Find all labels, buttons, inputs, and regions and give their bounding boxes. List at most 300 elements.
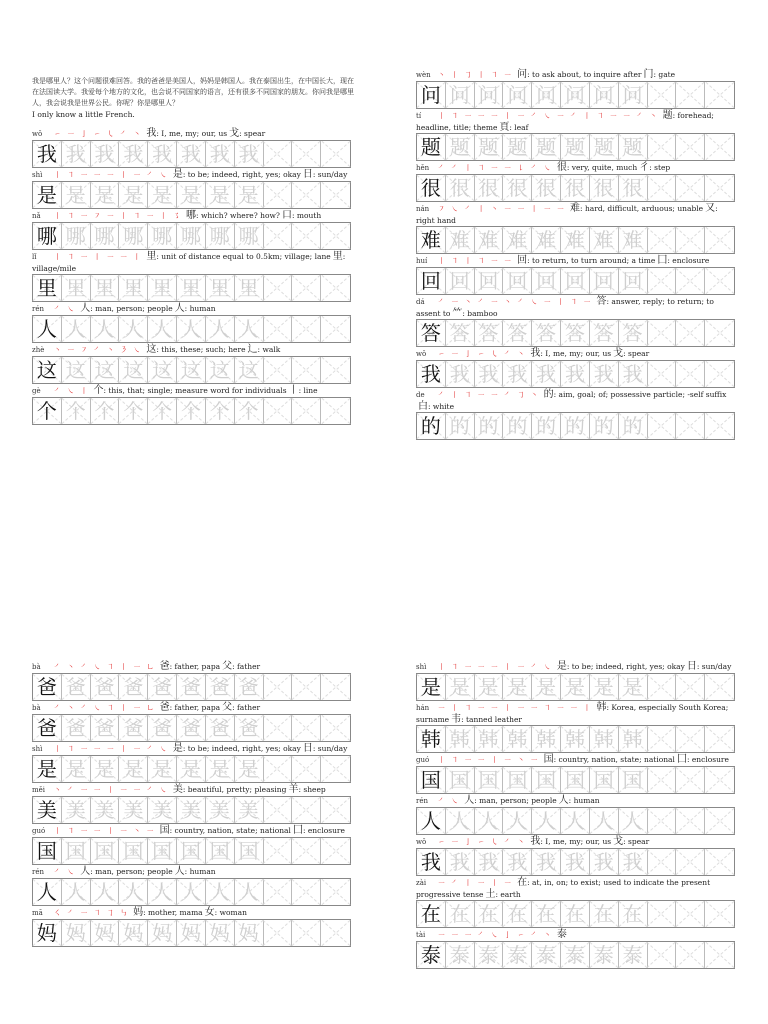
practice-cell[interactable] bbox=[619, 901, 648, 927]
practice-cell[interactable] bbox=[446, 134, 475, 160]
model-character-cell[interactable] bbox=[33, 797, 62, 823]
practice-cell[interactable] bbox=[292, 920, 321, 946]
practice-cell[interactable] bbox=[62, 838, 91, 864]
practice-cell[interactable] bbox=[119, 715, 148, 741]
practice-cell[interactable] bbox=[619, 227, 648, 253]
practice-cell[interactable] bbox=[321, 879, 350, 905]
practice-cell[interactable] bbox=[590, 268, 619, 294]
practice-cell[interactable] bbox=[264, 797, 293, 823]
practice-cell[interactable] bbox=[91, 141, 120, 167]
practice-cell[interactable] bbox=[177, 879, 206, 905]
practice-cell[interactable] bbox=[705, 726, 734, 752]
practice-cell[interactable] bbox=[119, 398, 148, 424]
practice-cell[interactable] bbox=[676, 361, 705, 387]
practice-cell[interactable] bbox=[619, 268, 648, 294]
practice-cell[interactable] bbox=[561, 134, 590, 160]
practice-cell[interactable] bbox=[177, 838, 206, 864]
practice-cell[interactable] bbox=[475, 942, 504, 968]
practice-cell[interactable] bbox=[264, 316, 293, 342]
practice-cell[interactable] bbox=[676, 901, 705, 927]
practice-cell[interactable] bbox=[503, 175, 532, 201]
practice-cell[interactable] bbox=[292, 316, 321, 342]
practice-cell[interactable] bbox=[446, 767, 475, 793]
practice-cell[interactable] bbox=[235, 674, 264, 700]
practice-cell[interactable] bbox=[235, 920, 264, 946]
practice-cell[interactable] bbox=[561, 808, 590, 834]
practice-cell[interactable] bbox=[119, 838, 148, 864]
practice-cell[interactable] bbox=[91, 879, 120, 905]
practice-cell[interactable] bbox=[235, 838, 264, 864]
model-character-cell[interactable] bbox=[33, 141, 62, 167]
practice-cell[interactable] bbox=[148, 357, 177, 383]
model-character-cell[interactable] bbox=[33, 398, 62, 424]
practice-cell[interactable] bbox=[235, 223, 264, 249]
practice-cell[interactable] bbox=[648, 901, 677, 927]
practice-cell[interactable] bbox=[206, 223, 235, 249]
practice-cell[interactable] bbox=[705, 361, 734, 387]
practice-cell[interactable] bbox=[148, 141, 177, 167]
practice-cell[interactable] bbox=[446, 942, 475, 968]
practice-cell[interactable] bbox=[148, 223, 177, 249]
practice-cell[interactable] bbox=[62, 879, 91, 905]
practice-cell[interactable] bbox=[648, 227, 677, 253]
practice-cell[interactable] bbox=[446, 674, 475, 700]
practice-cell[interactable] bbox=[119, 223, 148, 249]
practice-cell[interactable] bbox=[705, 413, 734, 439]
practice-cell[interactable] bbox=[705, 767, 734, 793]
practice-cell[interactable] bbox=[292, 182, 321, 208]
practice-cell[interactable] bbox=[676, 82, 705, 108]
practice-cell[interactable] bbox=[321, 797, 350, 823]
practice-cell[interactable] bbox=[475, 134, 504, 160]
practice-cell[interactable] bbox=[648, 320, 677, 346]
practice-cell[interactable] bbox=[264, 838, 293, 864]
practice-cell[interactable] bbox=[590, 674, 619, 700]
practice-cell[interactable] bbox=[705, 268, 734, 294]
practice-cell[interactable] bbox=[321, 756, 350, 782]
practice-cell[interactable] bbox=[532, 726, 561, 752]
practice-cell[interactable] bbox=[148, 920, 177, 946]
model-character-cell[interactable] bbox=[33, 316, 62, 342]
practice-cell[interactable] bbox=[235, 357, 264, 383]
practice-cell[interactable] bbox=[235, 398, 264, 424]
practice-cell[interactable] bbox=[590, 808, 619, 834]
practice-cell[interactable] bbox=[475, 808, 504, 834]
model-character-cell[interactable] bbox=[417, 227, 446, 253]
practice-cell[interactable] bbox=[264, 674, 293, 700]
practice-cell[interactable] bbox=[532, 413, 561, 439]
practice-cell[interactable] bbox=[532, 227, 561, 253]
practice-cell[interactable] bbox=[475, 901, 504, 927]
practice-cell[interactable] bbox=[62, 141, 91, 167]
practice-cell[interactable] bbox=[206, 275, 235, 301]
model-character-cell[interactable] bbox=[417, 808, 446, 834]
practice-cell[interactable] bbox=[91, 275, 120, 301]
practice-cell[interactable] bbox=[648, 134, 677, 160]
practice-cell[interactable] bbox=[206, 182, 235, 208]
practice-cell[interactable] bbox=[503, 227, 532, 253]
practice-cell[interactable] bbox=[676, 175, 705, 201]
practice-cell[interactable] bbox=[561, 320, 590, 346]
practice-cell[interactable] bbox=[91, 398, 120, 424]
practice-cell[interactable] bbox=[292, 275, 321, 301]
practice-cell[interactable] bbox=[503, 82, 532, 108]
practice-cell[interactable] bbox=[292, 715, 321, 741]
model-character-cell[interactable] bbox=[417, 175, 446, 201]
practice-cell[interactable] bbox=[705, 227, 734, 253]
practice-cell[interactable] bbox=[619, 320, 648, 346]
model-character-cell[interactable] bbox=[417, 361, 446, 387]
practice-cell[interactable] bbox=[676, 674, 705, 700]
practice-cell[interactable] bbox=[235, 797, 264, 823]
practice-cell[interactable] bbox=[590, 901, 619, 927]
practice-cell[interactable] bbox=[648, 942, 677, 968]
practice-cell[interactable] bbox=[561, 413, 590, 439]
practice-cell[interactable] bbox=[91, 316, 120, 342]
practice-cell[interactable] bbox=[235, 141, 264, 167]
model-character-cell[interactable] bbox=[33, 223, 62, 249]
practice-cell[interactable] bbox=[292, 674, 321, 700]
practice-cell[interactable] bbox=[561, 82, 590, 108]
practice-cell[interactable] bbox=[177, 920, 206, 946]
model-character-cell[interactable] bbox=[417, 767, 446, 793]
practice-cell[interactable] bbox=[177, 357, 206, 383]
practice-cell[interactable] bbox=[446, 849, 475, 875]
practice-cell[interactable] bbox=[648, 726, 677, 752]
practice-cell[interactable] bbox=[264, 715, 293, 741]
practice-cell[interactable] bbox=[148, 879, 177, 905]
practice-cell[interactable] bbox=[503, 726, 532, 752]
practice-cell[interactable] bbox=[619, 82, 648, 108]
practice-cell[interactable] bbox=[561, 268, 590, 294]
practice-cell[interactable] bbox=[590, 413, 619, 439]
practice-cell[interactable] bbox=[648, 413, 677, 439]
practice-cell[interactable] bbox=[619, 134, 648, 160]
practice-cell[interactable] bbox=[705, 674, 734, 700]
practice-cell[interactable] bbox=[206, 715, 235, 741]
practice-cell[interactable] bbox=[590, 849, 619, 875]
practice-cell[interactable] bbox=[648, 268, 677, 294]
practice-cell[interactable] bbox=[264, 141, 293, 167]
practice-cell[interactable] bbox=[235, 316, 264, 342]
practice-cell[interactable] bbox=[292, 879, 321, 905]
practice-cell[interactable] bbox=[235, 715, 264, 741]
model-character-cell[interactable] bbox=[417, 942, 446, 968]
practice-cell[interactable] bbox=[119, 920, 148, 946]
practice-cell[interactable] bbox=[177, 674, 206, 700]
practice-cell[interactable] bbox=[619, 808, 648, 834]
practice-cell[interactable] bbox=[264, 920, 293, 946]
practice-cell[interactable] bbox=[62, 223, 91, 249]
practice-cell[interactable] bbox=[446, 808, 475, 834]
practice-cell[interactable] bbox=[590, 227, 619, 253]
practice-cell[interactable] bbox=[206, 756, 235, 782]
practice-cell[interactable] bbox=[503, 320, 532, 346]
practice-cell[interactable] bbox=[532, 808, 561, 834]
model-character-cell[interactable] bbox=[33, 182, 62, 208]
practice-cell[interactable] bbox=[206, 141, 235, 167]
practice-cell[interactable] bbox=[148, 797, 177, 823]
practice-cell[interactable] bbox=[62, 357, 91, 383]
practice-cell[interactable] bbox=[62, 797, 91, 823]
practice-cell[interactable] bbox=[619, 849, 648, 875]
practice-cell[interactable] bbox=[292, 223, 321, 249]
practice-cell[interactable] bbox=[292, 141, 321, 167]
practice-cell[interactable] bbox=[475, 320, 504, 346]
practice-cell[interactable] bbox=[321, 316, 350, 342]
practice-cell[interactable] bbox=[561, 175, 590, 201]
model-character-cell[interactable] bbox=[33, 756, 62, 782]
practice-cell[interactable] bbox=[62, 715, 91, 741]
practice-cell[interactable] bbox=[119, 275, 148, 301]
practice-cell[interactable] bbox=[62, 182, 91, 208]
practice-cell[interactable] bbox=[532, 268, 561, 294]
practice-cell[interactable] bbox=[503, 849, 532, 875]
practice-cell[interactable] bbox=[264, 357, 293, 383]
practice-cell[interactable] bbox=[676, 134, 705, 160]
practice-cell[interactable] bbox=[206, 674, 235, 700]
practice-cell[interactable] bbox=[532, 901, 561, 927]
model-character-cell[interactable] bbox=[33, 879, 62, 905]
practice-cell[interactable] bbox=[648, 674, 677, 700]
practice-cell[interactable] bbox=[91, 838, 120, 864]
practice-cell[interactable] bbox=[321, 357, 350, 383]
practice-cell[interactable] bbox=[532, 942, 561, 968]
practice-cell[interactable] bbox=[292, 838, 321, 864]
practice-cell[interactable] bbox=[590, 175, 619, 201]
practice-cell[interactable] bbox=[321, 674, 350, 700]
practice-cell[interactable] bbox=[235, 756, 264, 782]
practice-cell[interactable] bbox=[446, 268, 475, 294]
practice-cell[interactable] bbox=[475, 175, 504, 201]
practice-cell[interactable] bbox=[561, 726, 590, 752]
practice-cell[interactable] bbox=[235, 275, 264, 301]
practice-cell[interactable] bbox=[590, 134, 619, 160]
practice-cell[interactable] bbox=[475, 227, 504, 253]
practice-cell[interactable] bbox=[532, 767, 561, 793]
practice-cell[interactable] bbox=[321, 182, 350, 208]
practice-cell[interactable] bbox=[148, 715, 177, 741]
practice-cell[interactable] bbox=[619, 726, 648, 752]
practice-cell[interactable] bbox=[119, 797, 148, 823]
practice-cell[interactable] bbox=[148, 838, 177, 864]
practice-cell[interactable] bbox=[292, 398, 321, 424]
practice-cell[interactable] bbox=[561, 849, 590, 875]
practice-cell[interactable] bbox=[446, 726, 475, 752]
practice-cell[interactable] bbox=[676, 849, 705, 875]
practice-cell[interactable] bbox=[590, 726, 619, 752]
practice-cell[interactable] bbox=[648, 175, 677, 201]
practice-cell[interactable] bbox=[503, 134, 532, 160]
practice-cell[interactable] bbox=[119, 879, 148, 905]
practice-cell[interactable] bbox=[705, 320, 734, 346]
practice-cell[interactable] bbox=[321, 838, 350, 864]
practice-cell[interactable] bbox=[676, 268, 705, 294]
practice-cell[interactable] bbox=[561, 674, 590, 700]
practice-cell[interactable] bbox=[321, 141, 350, 167]
practice-cell[interactable] bbox=[503, 767, 532, 793]
practice-cell[interactable] bbox=[177, 797, 206, 823]
practice-cell[interactable] bbox=[321, 275, 350, 301]
practice-cell[interactable] bbox=[561, 361, 590, 387]
practice-cell[interactable] bbox=[235, 182, 264, 208]
practice-cell[interactable] bbox=[148, 316, 177, 342]
practice-cell[interactable] bbox=[119, 674, 148, 700]
practice-cell[interactable] bbox=[446, 320, 475, 346]
practice-cell[interactable] bbox=[705, 901, 734, 927]
practice-cell[interactable] bbox=[91, 715, 120, 741]
practice-cell[interactable] bbox=[206, 838, 235, 864]
practice-cell[interactable] bbox=[446, 901, 475, 927]
model-character-cell[interactable] bbox=[417, 320, 446, 346]
practice-cell[interactable] bbox=[62, 398, 91, 424]
practice-cell[interactable] bbox=[705, 134, 734, 160]
practice-cell[interactable] bbox=[177, 756, 206, 782]
practice-cell[interactable] bbox=[119, 357, 148, 383]
practice-cell[interactable] bbox=[648, 849, 677, 875]
practice-cell[interactable] bbox=[619, 942, 648, 968]
practice-cell[interactable] bbox=[206, 920, 235, 946]
model-character-cell[interactable] bbox=[33, 674, 62, 700]
model-character-cell[interactable] bbox=[417, 674, 446, 700]
practice-cell[interactable] bbox=[475, 413, 504, 439]
practice-cell[interactable] bbox=[648, 808, 677, 834]
model-character-cell[interactable] bbox=[417, 413, 446, 439]
practice-cell[interactable] bbox=[590, 767, 619, 793]
practice-cell[interactable] bbox=[705, 175, 734, 201]
practice-cell[interactable] bbox=[475, 268, 504, 294]
practice-cell[interactable] bbox=[264, 275, 293, 301]
model-character-cell[interactable] bbox=[33, 920, 62, 946]
practice-cell[interactable] bbox=[206, 797, 235, 823]
practice-cell[interactable] bbox=[590, 320, 619, 346]
practice-cell[interactable] bbox=[91, 674, 120, 700]
practice-cell[interactable] bbox=[648, 361, 677, 387]
practice-cell[interactable] bbox=[148, 275, 177, 301]
practice-cell[interactable] bbox=[177, 398, 206, 424]
practice-cell[interactable] bbox=[206, 879, 235, 905]
practice-cell[interactable] bbox=[676, 413, 705, 439]
practice-cell[interactable] bbox=[264, 182, 293, 208]
practice-cell[interactable] bbox=[532, 82, 561, 108]
practice-cell[interactable] bbox=[177, 223, 206, 249]
practice-cell[interactable] bbox=[91, 797, 120, 823]
practice-cell[interactable] bbox=[321, 398, 350, 424]
practice-cell[interactable] bbox=[475, 726, 504, 752]
practice-cell[interactable] bbox=[619, 413, 648, 439]
practice-cell[interactable] bbox=[705, 942, 734, 968]
practice-cell[interactable] bbox=[235, 879, 264, 905]
model-character-cell[interactable] bbox=[33, 715, 62, 741]
practice-cell[interactable] bbox=[561, 767, 590, 793]
practice-cell[interactable] bbox=[206, 316, 235, 342]
practice-cell[interactable] bbox=[177, 715, 206, 741]
practice-cell[interactable] bbox=[503, 674, 532, 700]
practice-cell[interactable] bbox=[446, 227, 475, 253]
model-character-cell[interactable] bbox=[417, 268, 446, 294]
practice-cell[interactable] bbox=[532, 674, 561, 700]
practice-cell[interactable] bbox=[62, 674, 91, 700]
practice-cell[interactable] bbox=[676, 320, 705, 346]
practice-cell[interactable] bbox=[148, 756, 177, 782]
practice-cell[interactable] bbox=[206, 398, 235, 424]
practice-cell[interactable] bbox=[561, 901, 590, 927]
practice-cell[interactable] bbox=[705, 82, 734, 108]
practice-cell[interactable] bbox=[705, 849, 734, 875]
practice-cell[interactable] bbox=[676, 227, 705, 253]
practice-cell[interactable] bbox=[446, 175, 475, 201]
practice-cell[interactable] bbox=[561, 227, 590, 253]
practice-cell[interactable] bbox=[264, 756, 293, 782]
model-character-cell[interactable] bbox=[417, 726, 446, 752]
practice-cell[interactable] bbox=[177, 141, 206, 167]
practice-cell[interactable] bbox=[119, 141, 148, 167]
practice-cell[interactable] bbox=[532, 134, 561, 160]
practice-cell[interactable] bbox=[264, 223, 293, 249]
practice-cell[interactable] bbox=[619, 767, 648, 793]
practice-cell[interactable] bbox=[503, 413, 532, 439]
model-character-cell[interactable] bbox=[417, 82, 446, 108]
practice-cell[interactable] bbox=[590, 82, 619, 108]
model-character-cell[interactable] bbox=[417, 134, 446, 160]
practice-cell[interactable] bbox=[648, 82, 677, 108]
practice-cell[interactable] bbox=[91, 223, 120, 249]
practice-cell[interactable] bbox=[648, 767, 677, 793]
practice-cell[interactable] bbox=[705, 808, 734, 834]
practice-cell[interactable] bbox=[177, 275, 206, 301]
practice-cell[interactable] bbox=[475, 767, 504, 793]
practice-cell[interactable] bbox=[475, 82, 504, 108]
practice-cell[interactable] bbox=[264, 398, 293, 424]
practice-cell[interactable] bbox=[292, 756, 321, 782]
practice-cell[interactable] bbox=[503, 901, 532, 927]
practice-cell[interactable] bbox=[62, 756, 91, 782]
practice-cell[interactable] bbox=[91, 357, 120, 383]
practice-cell[interactable] bbox=[321, 920, 350, 946]
practice-cell[interactable] bbox=[446, 361, 475, 387]
practice-cell[interactable] bbox=[119, 756, 148, 782]
practice-cell[interactable] bbox=[62, 316, 91, 342]
model-character-cell[interactable] bbox=[417, 849, 446, 875]
practice-cell[interactable] bbox=[446, 82, 475, 108]
practice-cell[interactable] bbox=[321, 715, 350, 741]
practice-cell[interactable] bbox=[206, 357, 235, 383]
practice-cell[interactable] bbox=[91, 756, 120, 782]
practice-cell[interactable] bbox=[619, 361, 648, 387]
practice-cell[interactable] bbox=[91, 920, 120, 946]
practice-cell[interactable] bbox=[503, 942, 532, 968]
practice-cell[interactable] bbox=[561, 942, 590, 968]
practice-cell[interactable] bbox=[503, 808, 532, 834]
practice-cell[interactable] bbox=[503, 361, 532, 387]
practice-cell[interactable] bbox=[119, 182, 148, 208]
practice-cell[interactable] bbox=[532, 849, 561, 875]
practice-cell[interactable] bbox=[475, 849, 504, 875]
practice-cell[interactable] bbox=[503, 268, 532, 294]
practice-cell[interactable] bbox=[148, 674, 177, 700]
practice-cell[interactable] bbox=[619, 175, 648, 201]
model-character-cell[interactable] bbox=[33, 838, 62, 864]
practice-cell[interactable] bbox=[148, 182, 177, 208]
practice-cell[interactable] bbox=[619, 674, 648, 700]
practice-cell[interactable] bbox=[177, 182, 206, 208]
practice-cell[interactable] bbox=[676, 942, 705, 968]
practice-cell[interactable] bbox=[475, 674, 504, 700]
practice-cell[interactable] bbox=[91, 182, 120, 208]
practice-cell[interactable] bbox=[532, 361, 561, 387]
practice-cell[interactable] bbox=[590, 361, 619, 387]
practice-cell[interactable] bbox=[148, 398, 177, 424]
